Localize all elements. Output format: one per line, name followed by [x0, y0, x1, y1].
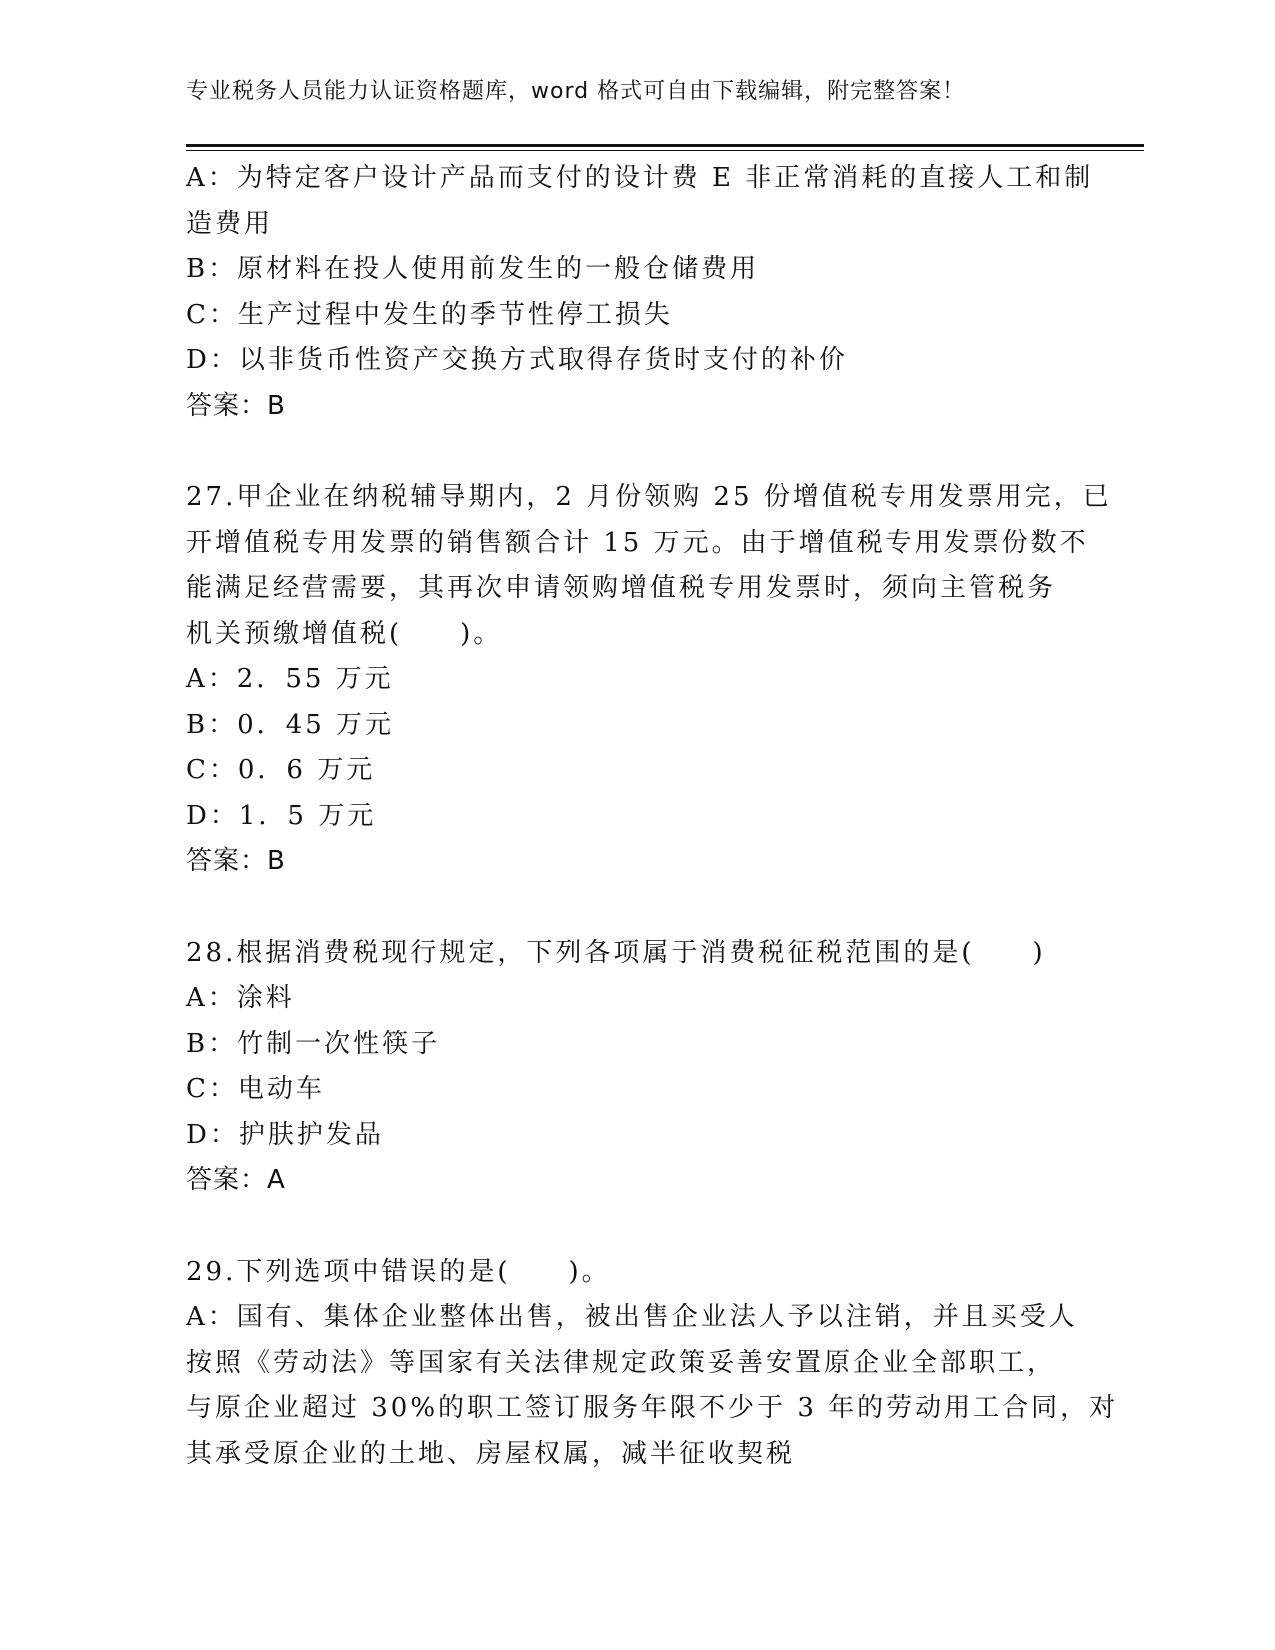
question-text: 28.根据消费税现行规定，下列各项属于消费税征税范围的是( ) — [186, 937, 1046, 968]
option-b: B：0．45 万元 — [186, 709, 394, 740]
question-text-continued: 能满足经营需要，其再次申请领购增值税专用发票时，须向主管税务 — [186, 573, 1057, 603]
question-text: 29.下列选项中错误的是( )。 — [186, 1256, 611, 1287]
option-b: B：原材料在投人使用前发生的一般仓储费用 — [186, 254, 760, 284]
option-a: A：涂料 — [186, 983, 295, 1013]
answer: 答案：A — [186, 1165, 286, 1195]
document-body — [186, 156, 1119, 1477]
question-29 — [186, 1250, 1119, 1478]
option-a-continued: 造费用 — [186, 208, 274, 239]
question-text: 27.甲企业在纳税辅导期内，2 月份领购 25 份增值税专用发票用完，已 — [186, 482, 1112, 512]
option-a-continued: 与原企业超过 30%的职工签订服务年限不少于 3 年的劳动用工合同，对 — [186, 1393, 1119, 1423]
spacer — [186, 885, 1086, 931]
option-d: D：1．5 万元 — [186, 800, 377, 831]
question-28 — [186, 931, 1086, 1204]
option-a: A：国有、集体企业整体出售，被出售企业法人予以注销，并且买受人 — [186, 1302, 1078, 1332]
answer: 答案：B — [186, 846, 286, 876]
option-c: C：0．6 万元 — [186, 755, 376, 785]
question-text-continued: 机关预缴增值税( )。 — [186, 618, 503, 649]
header-rule-thin — [186, 150, 1144, 151]
question-27 — [186, 475, 1112, 885]
page-header: 专业税务人员能力认证资格题库，word 格式可自由下载编辑，附完整答案！ — [186, 79, 966, 104]
spacer — [186, 1204, 1086, 1250]
option-a: A：为特定客户设计产品而支付的设计费 E 非正常消耗的直接人工和制 — [186, 163, 1094, 193]
question-26 — [186, 156, 1094, 429]
spacer — [186, 429, 1086, 475]
option-a-continued: 其承受原企业的土地、房屋权属，减半征收契税 — [186, 1438, 796, 1469]
question-text-continued: 开增值税专用发票的销售额合计 15 万元。由于增值税专用发票份数不 — [186, 527, 1089, 558]
answer: 答案：B — [186, 390, 286, 421]
option-a-continued: 按照《劳动法》等国家有关法律规定政策妥善安置原企业全部职工， — [186, 1347, 1057, 1378]
option-c: C：生产过程中发生的季节性停工损失 — [186, 299, 673, 330]
option-d: D：护肤护发品 — [186, 1119, 384, 1150]
option-c: C：电动车 — [186, 1074, 325, 1104]
option-b: B：竹制一次性筷子 — [186, 1028, 441, 1059]
header-rule-thick — [186, 144, 1144, 147]
option-d: D：以非货币性资产交换方式取得存货时支付的补价 — [186, 345, 848, 375]
option-a: A：2．55 万元 — [186, 664, 394, 694]
